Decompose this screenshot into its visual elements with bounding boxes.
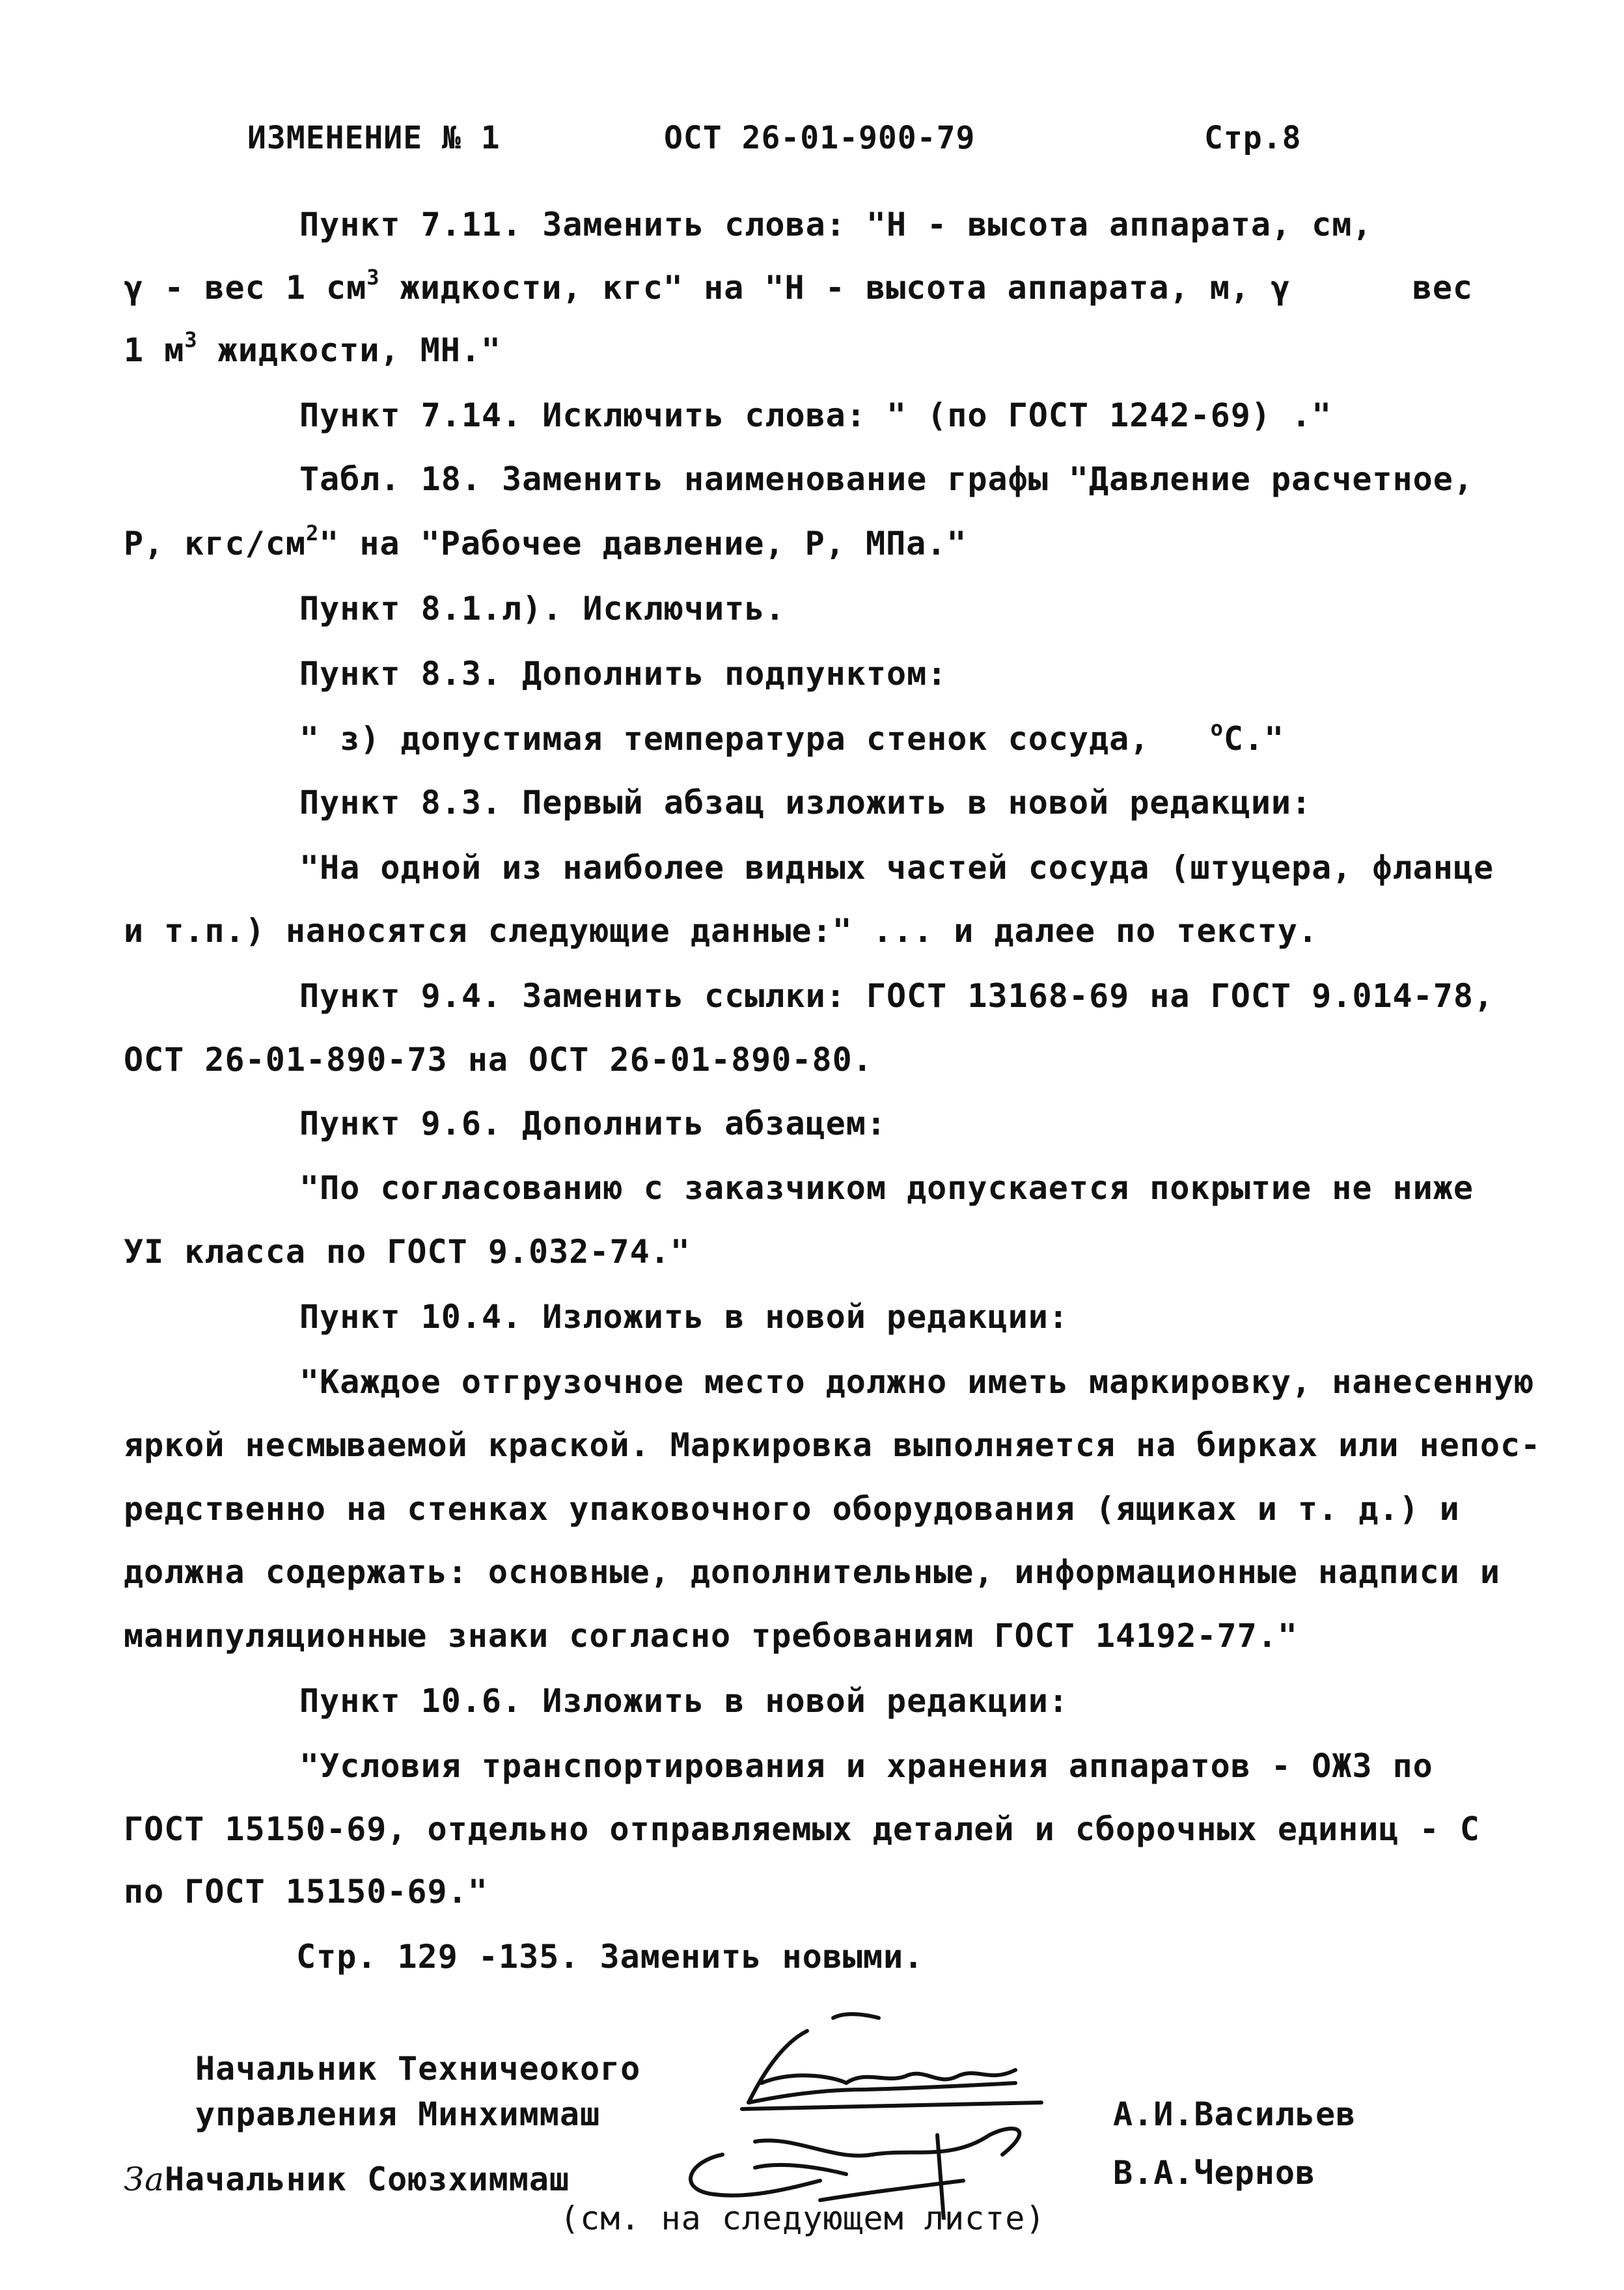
text-line: Пункт 8.3. Дополнить подпунктом: bbox=[299, 655, 948, 693]
text-line: Пункт 8.3. Первый абзац изложить в новой редакции: bbox=[299, 784, 1312, 821]
text-line: редственно на стенках упаковочного оборудования (ящиках и т. д.) и bbox=[124, 1490, 1460, 1528]
handwritten-signature bbox=[651, 2005, 1080, 2220]
text-line: по ГОСТ 15150-69." bbox=[124, 1873, 488, 1911]
text-line: яркой несмываемой краской. Маркировка выполняется на бирках или непос- bbox=[124, 1426, 1541, 1464]
text-line: УI класса по ГОСТ 9.032-74." bbox=[124, 1233, 691, 1271]
text-line: ГОСТ 15150-69, отдельно отправляемых деталей и сборочных единиц - С bbox=[124, 1810, 1480, 1848]
signer-name: В.А.Чернов bbox=[1113, 2154, 1316, 2192]
text-line: манипуляционные знаки согласно требованиям ГОСТ 14192-77." bbox=[124, 1617, 1298, 1655]
text-line: "На одной из наиболее видных частей сосуда (штуцера, фланце bbox=[299, 849, 1494, 887]
text-line: ОСТ 26-01-890-73 на ОСТ 26-01-890-80. bbox=[124, 1041, 873, 1079]
text-line: Пункт 9.4. Заменить ссылки: ГОСТ 13168-69 на ГОСТ 9.014-78, bbox=[299, 977, 1494, 1015]
text-line: должна содержать: основные, дополнительные, информационные надписи и bbox=[124, 1553, 1500, 1591]
text-line: Пункт 7.14. Исключить слова: " (по ГОСТ 1242-69) ." bbox=[299, 396, 1332, 434]
text-line: "По согласованию с заказчиком допускается покрытие не ниже bbox=[299, 1169, 1474, 1207]
signer-title: Начальник Техничеокого bbox=[195, 2050, 641, 2088]
signer-title: ЗаНачальник Союзхиммаш bbox=[124, 2160, 570, 2198]
text-line: Табл. 18. Заменить наименование графы "Давление расчетное, bbox=[299, 460, 1474, 498]
text-line: Пункт 7.11. Заменить слова: "Н - высота аппарата, см, bbox=[299, 206, 1373, 243]
signer-name: А.И.Васильев bbox=[1113, 2095, 1356, 2133]
text-line: 1 $м^3$ жидкости, МН." bbox=[124, 327, 502, 369]
signer-title: управления Минхиммаш bbox=[195, 2095, 601, 2133]
text-line: Р, кгс/$см^2$" на "Рабочее давление, Р, МПа." bbox=[124, 521, 967, 562]
continuation-note: (см. на следующем листе) bbox=[560, 2200, 1046, 2237]
page-number: Стр.8 bbox=[1204, 120, 1302, 156]
text-line: Пункт 9.6. Дополнить абзацем: bbox=[299, 1105, 887, 1142]
change-number: ИЗМЕНЕНИЕ № 1 bbox=[247, 120, 501, 156]
text-line: и т.п.) наносятся следующие данные:" ... и далее по тексту. bbox=[124, 912, 1319, 950]
text-line: "Каждое отгрузочное место должно иметь маркировку, нанесенную bbox=[299, 1363, 1535, 1401]
text-line: Пункт 10.4. Изложить в новой редакции: bbox=[299, 1298, 1069, 1336]
text-line: Пункт 8.1.л). Исключить. bbox=[299, 590, 786, 628]
standard-number: ОСТ 26-01-900-79 bbox=[664, 120, 976, 156]
text-line: "Условия транспортирования и хранения аппаратов - ОЖ3 по bbox=[299, 1747, 1433, 1785]
text-line: Пункт 10.6. Изложить в новой редакции: bbox=[299, 1682, 1069, 1720]
text-line: Стр. 129 -135. Заменить новыми. bbox=[296, 1938, 924, 1976]
text-line: " з) допустимая температура стенок сосуда, $^о$С." bbox=[299, 716, 1285, 758]
text-line: γ - вес 1 $см^3$ жидкости, кгс" на "Н - высота аппарата, м, γ вес bbox=[124, 265, 1474, 307]
